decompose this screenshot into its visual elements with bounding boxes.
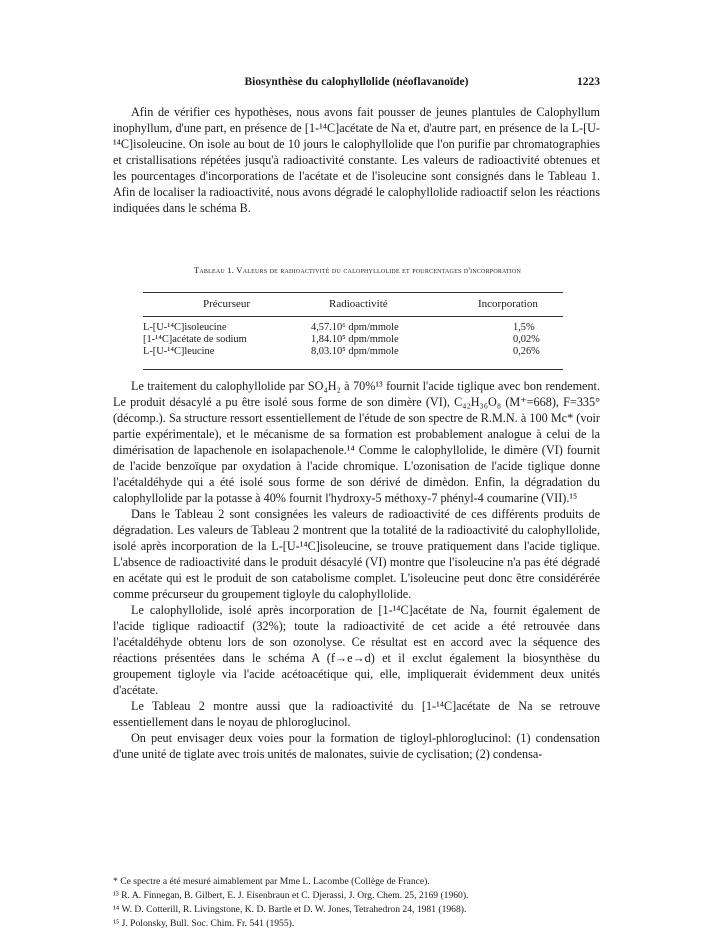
paragraph: Le traitement du calophyllolide par SO₄H₂ à 70%¹³ fournit l'acide tiglique avec bon rendement. Le produit désacylé a pu être isolé sous forme de son dimère (VI), C₄₂H₃₆O₈ (M⁺=668), F=335° (décomp.). Sa structure ressort essentiellement de l'étude de son spectre de R.M.N. à 100 Mc* (voir partie expérimentale), et le mécanisme de sa formation est probablement analogue à celui de la dimérisation de lapachenole en isolapachenole.¹⁴ Comme le calophyllolide, le dimère (VI) fournit de l'acide benzoïque par oxydation à l'acide chromique. L'ozonisation de l'acide tiglique donne l'acétaldéhyde qui a été isolé sous forme de son dérivé de dimèdon. Enfin, la dégradation du calophyllolide par la potasse à 40% fournit l'hydroxy-5 méthoxy-7 phényl-4 coumarine (VII).¹⁵	[113, 379, 600, 505]
table-cell: 0,26%	[513, 346, 540, 357]
paragraph: On peut envisager deux voies pour la formation de tigloyl-phloroglucinol: (1) condensation d'une unité de tiglate avec trois unités de malonates, suivie de cyclisation; (2) condensa-	[113, 731, 600, 761]
table-rule-header	[143, 316, 563, 317]
running-header	[113, 76, 600, 92]
footnote: ¹⁴ W. D. Cotterill, R. Livingstone, K. D. Bartle et D. W. Jones, Tetrahedron 24, 1981 (1968).	[113, 904, 467, 915]
table-cell: [1-¹⁴C]acétate de sodium	[143, 334, 247, 345]
table-header-incorporation: Incorporation	[478, 298, 538, 310]
page-number: 1223	[577, 76, 600, 88]
table-cell: 4,57.10⁶ dpm/mmole	[311, 322, 399, 333]
table-header-radioactivity: Radioactivité	[329, 298, 388, 310]
body-text-bottom	[113, 378, 600, 762]
footnote: ¹⁵ J. Polonsky, Bull. Soc. Chim. Fr. 541 (1955).	[113, 918, 295, 929]
table-caption: Tableau 1. Valeurs de radioactivité du calophyllolide et pourcentages d'incorporation	[193, 265, 522, 275]
table-header-precursor: Précurseur	[203, 298, 251, 310]
footnote: ¹³ R. A. Finnegan, B. Gilbert, E. J. Eisenbraun et C. Djerassi, J. Org. Chem. 25, 2169 (1960).	[113, 890, 469, 901]
paragraph: Le Tableau 2 montre aussi que la radioactivité du [1-¹⁴C]acétate de Na se retrouve essentiellement dans le noyau de phloroglucinol.	[113, 699, 600, 729]
table-rule-top	[143, 292, 563, 293]
table-cell: 1,5%	[513, 322, 535, 333]
footnote: * Ce spectre a été mesuré aimablement par Mme L. Lacombe (Collège de France).	[113, 876, 430, 887]
body-text-top	[113, 104, 600, 216]
footnotes	[113, 875, 600, 931]
paragraph: Le calophyllolide, isolé après incorporation de [1-¹⁴C]acétate de Na, fournit également de l'acide tiglique radioactif (32%); toute la radioactivité de cet acide a été retrouvée dans l'acétaldéhyde obtenu lors de son ozonolyse. Ce résultat est en accord avec la séquence des réactions présentées dans le schéma A (f→e→d) et il exclut également la biosynthèse du groupement tigloyle via l'acide acétoacétique qui, elle, impliquerait évidemment deux unités d'acétate.	[113, 603, 600, 697]
paragraph: Dans le Tableau 2 sont consignées les valeurs de radioactivité de ces différents produits de dégradation. Les valeurs de Tableau 2 montrent que la totalité de la radioactivité du calophyllolide, isolé après incorporation de la L-[U-¹⁴C]isoleucine, se trouve pratiquement dans l'acide tiglique. L'absence de radioactivité dans le produit désacylé (VI) montre que l'isoleucine n'a pas été dégradé en acétate qui est le produit de son catabolisme complet. L'isoleucine peut donc être considérérée comme précurseur du groupement tigloyle du calophyllolide.	[113, 507, 600, 601]
table-cell: L-[U-¹⁴C]isoleucine	[143, 322, 227, 333]
table-cell: L-[U-¹⁴C]leucine	[143, 346, 215, 357]
table-cell: 8,03.10⁵ dpm/mmole	[311, 346, 399, 357]
paragraph-intro: Afin de vérifier ces hypothèses, nous avons fait pousser de jeunes plantules de Calophyllum inophyllum, d'une part, en présence de [1-¹⁴C]acétate de Na et, d'autre part, en présence de la L-[U-¹⁴C]isoleucine. On isole au bout de 10 jours le calophyllolide que l'on purifie par chromatographies et cristallisations répétées jusqu'à radioactivité constante. Les valeurs de radioactivité obtenues et les pourcentages d'incorporations de l'acétate et de l'isoleucine sont consignés dans le Tableau 1. Afin de localiser la radioactivité, nous avons dégradé le calophyllolide radioactif selon les réactions indiquées dans le schéma B.	[113, 105, 600, 215]
table-rule-bottom	[143, 369, 563, 370]
running-title: Biosynthèse du calophyllolide (néoflavanoïde)	[244, 76, 469, 88]
table-cell: 0,02%	[513, 334, 540, 345]
table-cell: 1,84.10⁵ dpm/mmole	[311, 334, 399, 345]
